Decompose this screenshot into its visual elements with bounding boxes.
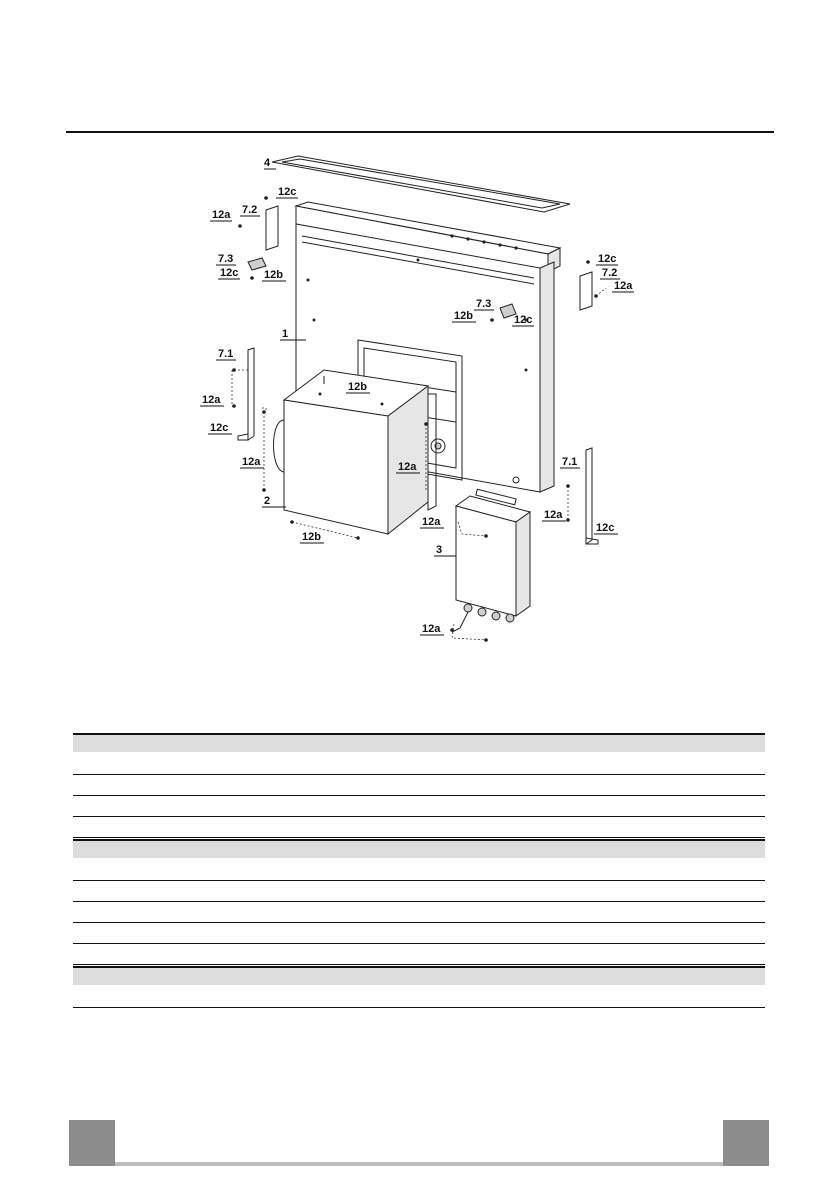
table-row [73, 775, 765, 796]
callout-12c-mid: 12c [514, 314, 533, 326]
callout-7-1-right: 7.1 [562, 456, 578, 468]
header-rule [66, 131, 774, 133]
callout-7-2-right: 7.2 [602, 267, 618, 279]
bracket-7-2-right [580, 272, 592, 310]
callout-7-2-left: 7.2 [242, 204, 258, 216]
callout-4: 4 [264, 157, 271, 169]
callout-12a-left: 12a [202, 394, 221, 406]
table-row [73, 752, 765, 775]
table-section-header [73, 966, 765, 985]
table-row [73, 944, 765, 965]
bracket-7-1-left [238, 348, 254, 440]
callout-12c-left-low: 12c [210, 422, 229, 434]
callout-12a-blower-right: 12a [398, 461, 417, 473]
part-2-blower-box [274, 370, 437, 534]
parts-table [73, 733, 765, 1008]
table-row [73, 796, 765, 817]
table-section-header [73, 733, 765, 752]
callout-12c-left: 12c [220, 267, 239, 279]
table-row [73, 881, 765, 902]
callout-12b-bottom: 12b [302, 531, 321, 543]
callout-2: 2 [264, 495, 271, 507]
callout-12b-left: 12b [264, 269, 283, 281]
callout-7-3-right: 7.3 [476, 298, 492, 310]
table-row [73, 858, 765, 881]
callout-12a-control-top: 12a [422, 516, 441, 528]
table-row [73, 817, 765, 838]
callout-12a-top-left: 12a [212, 209, 231, 221]
diagram-svg [190, 150, 650, 650]
callout-12a-blower-left: 12a [242, 456, 261, 468]
footer-language-box-left [69, 1120, 115, 1166]
callout-7-1-left: 7.1 [218, 348, 234, 360]
callout-12c-right-low: 12c [596, 522, 615, 534]
callout-7-3-left: 7.3 [218, 253, 234, 265]
table-row [73, 985, 765, 1008]
part-3-control-box [452, 489, 530, 632]
table-section-header [73, 839, 765, 858]
footer-page-box-right [723, 1120, 769, 1166]
table-row [73, 902, 765, 923]
callout-12b-top: 12b [348, 381, 367, 393]
callout-12c-right: 12c [598, 253, 617, 265]
table-row [73, 923, 765, 944]
footer-line [115, 1162, 723, 1166]
callout-12a-right: 12a [544, 509, 563, 521]
exploded-assembly-diagram [190, 150, 650, 650]
callout-3: 3 [436, 544, 443, 556]
callout-12b-right: 12b [454, 310, 473, 322]
callout-1: 1 [282, 328, 289, 340]
bracket-7-2-left [266, 206, 278, 250]
callout-12c-top: 12c [278, 186, 297, 198]
callout-12a-bottom: 12a [422, 623, 441, 635]
callout-12a-top-right: 12a [614, 280, 633, 292]
